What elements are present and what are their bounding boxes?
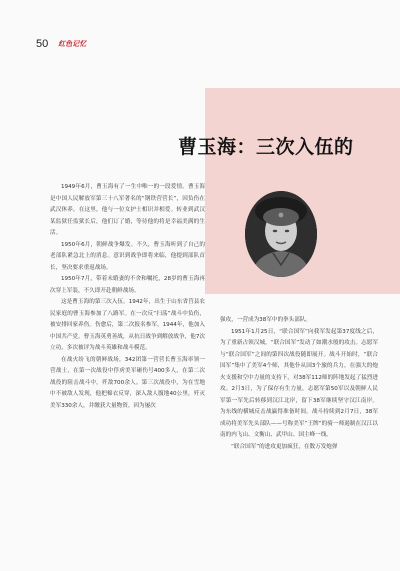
article-title: 曹玉海：三次入伍的 — [178, 136, 354, 158]
page-header — [36, 38, 86, 50]
paragraph: “联合国军”的进攻更加疯狂，在数万发炮弹 — [231, 443, 338, 450]
paragraph: 强攻，一营成为38军中的拳头部队。 — [220, 317, 312, 323]
paragraph: 1950年7月，带着未婚妻的不舍和嘱托，28岁的曹玉海再次穿上军装，不久即开赴朝鲜战场。 — [50, 276, 205, 294]
series-title: 红色记忆 — [58, 40, 87, 48]
left-column — [50, 182, 205, 412]
paragraph: 1951年1月25日，“联合国军”向我军发起第37度线之后，为了重新占领汉城，“联合国军”发动了如潮水般的攻击。志愿军与“联合国军”之间的第四次战役随即展开。战斗开始时，“联合国军”集中了美军4个师，其他仆从国3个旅的兵力，在强大的炮火支援和空中力量的支持下，对38军112师的阵地发起了猛烈进攻。2月3日，为了保存有生力量，志愿军第50军以及朝鲜人民军第一军先后转移到汉江北岸，留下38军继续坚守汉江南岸。为东线的横城反击战赢得准备时间。战斗持续到2月7日，38军成功将美军先头部队——号称美军“王牌”的骑一师遏制在汉江以南的内飞山、文衡山、武甲山、国主峰一线。 — [220, 328, 378, 438]
page-number: 50 — [36, 38, 49, 50]
portrait-photo — [245, 191, 317, 277]
right-column — [220, 315, 378, 453]
paragraph: 1949年6月，曹玉海有了一生中唯一的一段爱情。曹玉海是中国人民解放军第三十八军著名的“钢铁营营长”，因负伤在武汉休养，在这里，他与一位女护士相识并相爱。转业到武汉某监狱任监狱长后，他们订了婚，等待他的将是幸福美满的生活。 — [50, 184, 205, 236]
paragraph: 1950年6月，朝鲜战争爆发。不久，曹玉海听到了自己的老部队紧急北上的消息。意识到战争即将来临，他提到部队首长，坚决要求重返战场。 — [50, 241, 205, 271]
paragraph: 在战火纷飞的朝鲜战场，342团第一营营长曹玉海率领一营战士，在第一次战役中俘虏美军砸伤号400多人，在第二次战役的阻击战斗中，歼敌700余人。第三次战役中，为在雪地中不被敌人发现，他把棉衣反穿，深入敌人腹地40公里，歼灭美军330余人，并缴获大量物资。因为屡次 — [50, 356, 205, 409]
paragraph: 这是曹玉海的第三次入伍。1942年，出生于山东省莒县农民家庭的曹玉海参加了八路军。在一次反“扫荡”战斗中负伤，被安排回家养伤。伤愈后，第二次报名参军。1944年，他加入中国共产党。曹玉海英勇善战，从抗日战争到解放战争，他7次立功，多次被评为战斗英雄和战斗模范。 — [50, 299, 205, 351]
